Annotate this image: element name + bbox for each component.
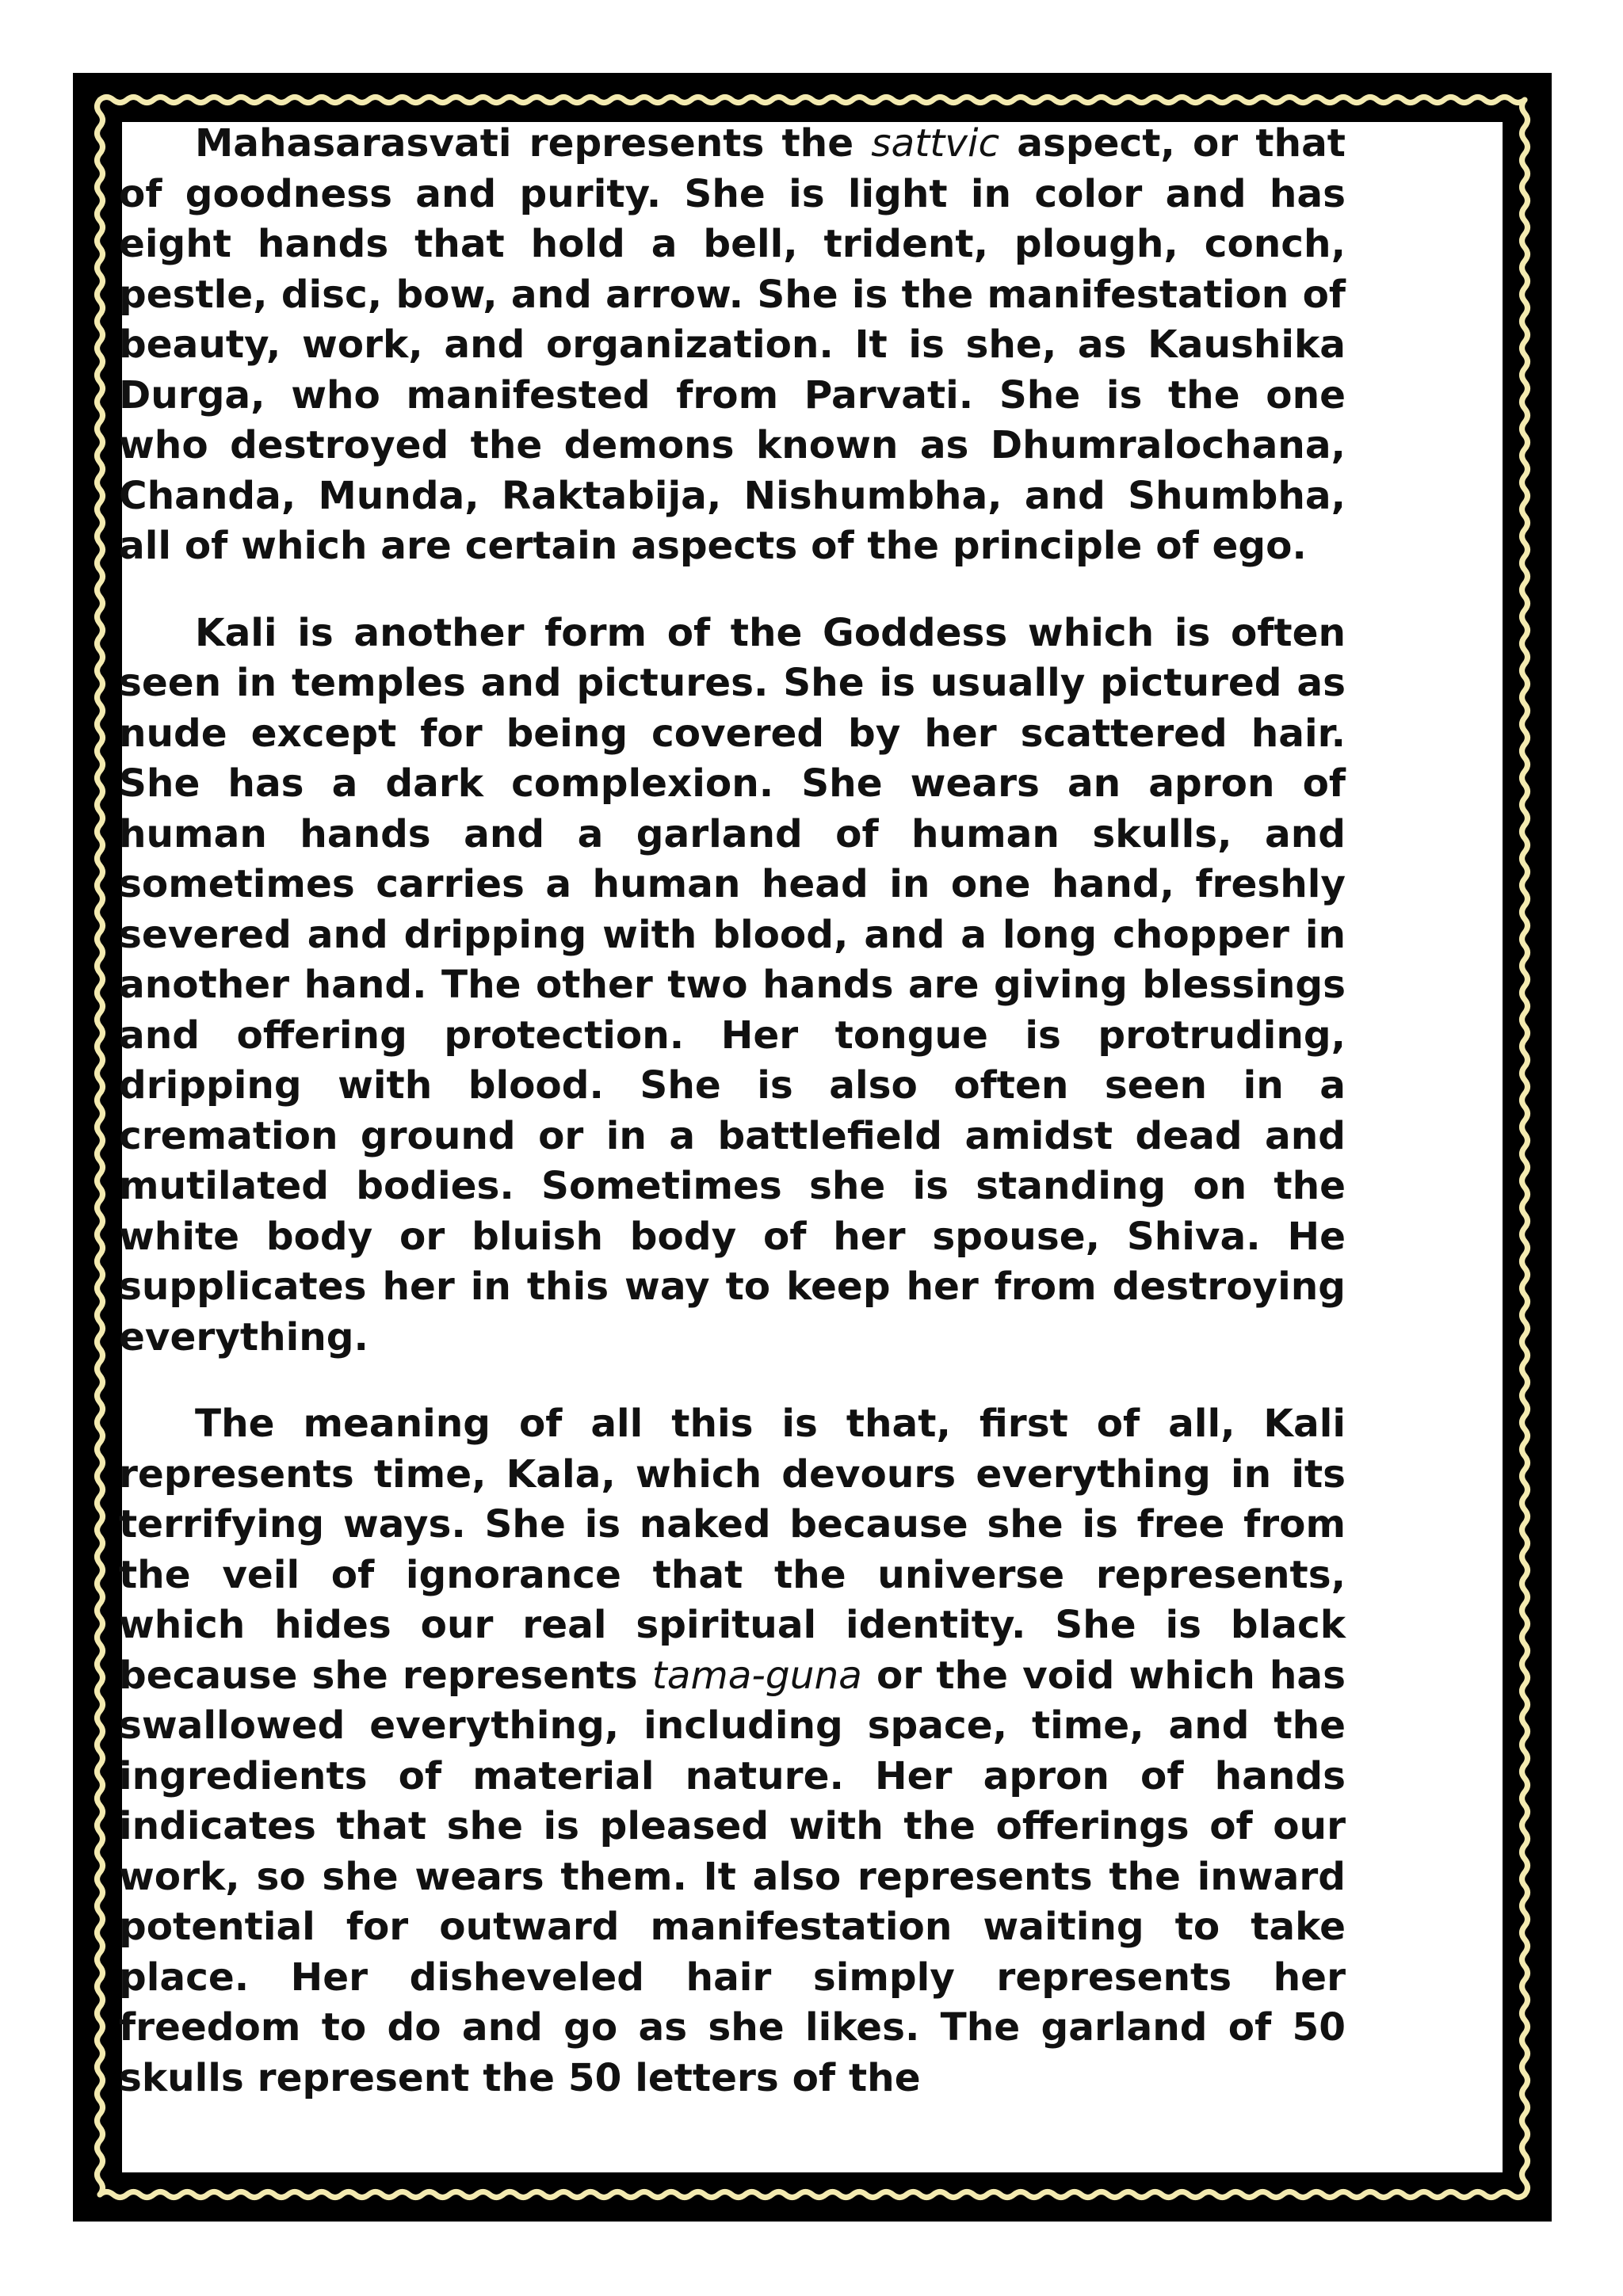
paragraph-kali-description [119,608,1346,1363]
wave-border-right [1522,100,1528,2195]
paragraph-mahasarasvati [119,119,1346,572]
text-segment: The meaning of all this is that, first of all, Kali represents time, Kala, which devours everything in its terrifying ways. She is naked because she is free from the veil of ignorance that the universe represents, which hides our real spiritual identity. She is black because she represents [119,1402,1346,1698]
text-segment: or the void which has swallowed everything, including space, time, and the ingredients of material nature. Her apron of hands indicates that she is pleased with the offerings of our work, so she wears them. It also represents the inward potential for outward manifestation waiting to take place. Her disheveled hair simply represents her freedom to do and go as she likes. The garland of 50 skulls represent the 50 letters of the [119,1653,1346,2100]
text-segment: aspect, or that of goodness and purity. She is light in color and has eight hands that hold a bell, trident, plough, conch, pestle, disc, bow, and arrow. She is the manifestation of beauty, work, and organization. It is she, as Kaushika Durga, who manifested from Parvati. She is the one who destroyed the demons known as Dhumralochana, Chanda, Munda, Raktabija, Nishumbha, and Shumbha, all of which are certain aspects of the principle of ego. [119,121,1346,568]
document-body [119,119,1346,2140]
text-segment: Mahasarasvati represents the [195,121,872,166]
italic-term-sattvic: sattvic [871,121,1000,166]
wave-border-top [100,97,1525,103]
wave-border-left [97,100,103,2195]
text-segment: Kali is another form of the Goddess which is often seen in temples and pictures. She is usually pictured as nude except for being covered by her scattered hair. She has a dark complexion. She wears an apron of human hands and a garland of human skulls, and sometimes carries a human head in one hand, freshly severed and dripping with blood, and a long chopper in another hand. The other two hands are giving blessings and offering protection. Her tongue is protruding, dripping with blood. She is also often seen in a cremation ground or in a battlefield amidst dead and mutilated bodies. Sometimes she is standing on the white body or bluish body of her spouse, Shiva. He supplicates her in this way to keep her from destroying everything. [119,610,1346,1360]
wave-border-bottom [100,2192,1525,2198]
italic-term-tama-guna: tama-guna [651,1653,862,1698]
paragraph-kali-meaning [119,1399,1346,2103]
